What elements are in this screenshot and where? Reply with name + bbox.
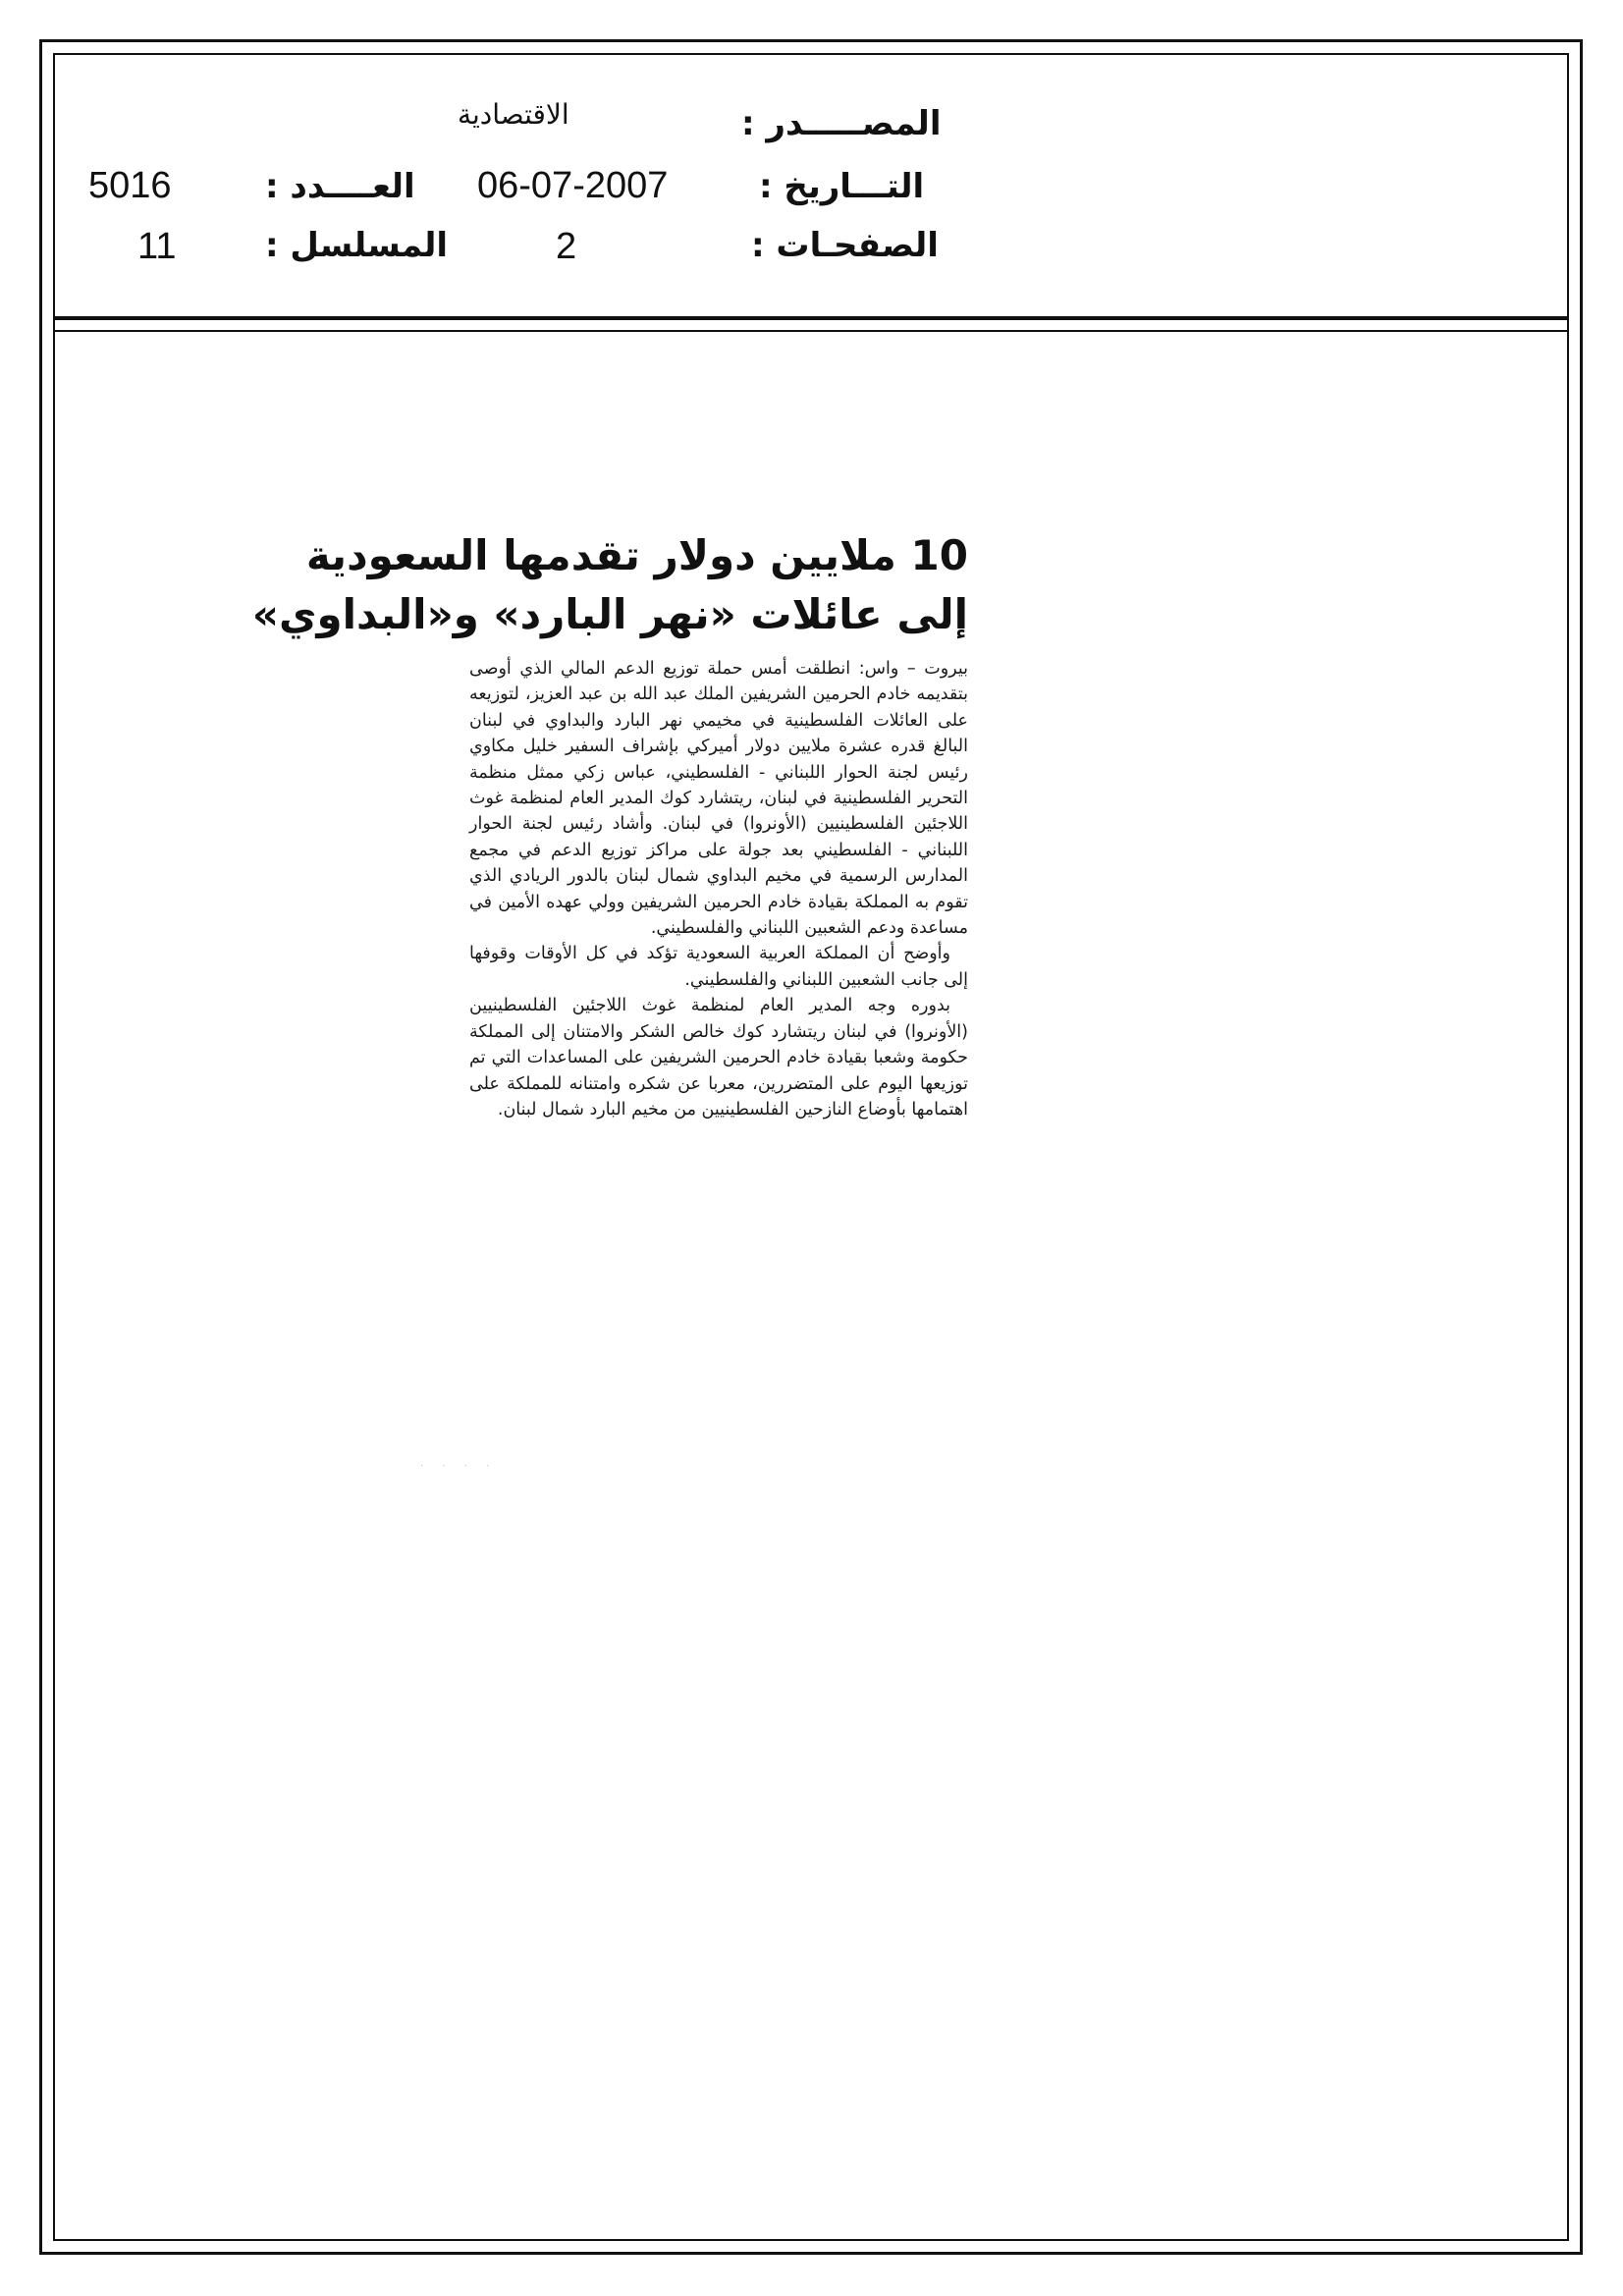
article-paragraph: بدوره وجه المدير العام لمنظمة غوث اللاجئين الفلسطينيين (الأونروا) في لبنان ريتشارد كوك خالص الشكر والامتنان إلى المملكة حكومة وشعبا بقيادة خادم الحرمين الشريفين على المساعدات التي تم توزيعها اليوم على المتضررين، معربا عن شكره وامتنانه للمملكة على اهتمامها بأوضاع النازحين الفلسطينيين من مخيم البارد شمال لبنان. [469, 996, 968, 1120]
newspaper-clipping [251, 519, 968, 1407]
pages-label: الصفحـات : [751, 226, 939, 265]
issue-value: 5016 [88, 165, 172, 206]
date-value: 06-07-2007 [477, 165, 669, 206]
article-body [469, 656, 968, 1122]
headline-line-1: 10 ملايين دولار تقدمها السعودية [305, 531, 968, 579]
source-label: المصـــــدر : [741, 104, 942, 143]
header-divider-thin [53, 330, 1569, 332]
pages-value: 2 [556, 226, 577, 267]
issue-label: العــــدد : [265, 167, 415, 206]
scan-noise: · · · · [420, 1461, 498, 1472]
date-label: التـــاريخ : [759, 167, 925, 206]
header-divider [53, 316, 1569, 320]
article-paragraph: وأوضح أن المملكة العربية السعودية تؤكد في كل الأوقات وقوفها إلى جانب الشعبين اللبناني والفلسطيني. [469, 944, 968, 990]
serial-label: المسلسل : [265, 226, 449, 265]
source-value: الاقتصادية [458, 98, 569, 131]
article-paragraph: بيروت – واس: انطلقت أمس حملة توزيع الدعم المالي الذي أوصى بتقديمه خادم الحرمين الشريفين الملك عبد الله بن عبد العزيز، لتوزيعه على العائلات الفلسطينية في مخيمي نهر البارد والبداوي في لبنان البالغ قدره عشرة ملايين دولار أميركي بإشراف السفير خليل مكاوي رئيس لجنة الحوار اللبناني - الفلسطيني، عباس زكي ممثل منظمة التحرير الفلسطينية في لبنان، ريتشارد كوك المدير العام لمنظمة غوث اللاجئين الفلسطينيين (الأونروا) في لبنان. وأشاد رئيس لجنة الحوار اللبناني - الفلسطيني بعد جولة على مراكز توزيع الدعم في مجمع المدارس الرسمية في مخيم البداوي شمال لبنان بالدور الريادي الذي تقوم به المملكة بقيادة خادم الحرمين الشريفين وولي عهده الأمين في مساعدة ودعم الشعبين اللبناني والفلسطيني. [469, 659, 968, 939]
serial-value: 11 [137, 226, 177, 267]
headline-line-2: إلى عائلات «نهر البارد» و«البداوي» [251, 590, 968, 638]
